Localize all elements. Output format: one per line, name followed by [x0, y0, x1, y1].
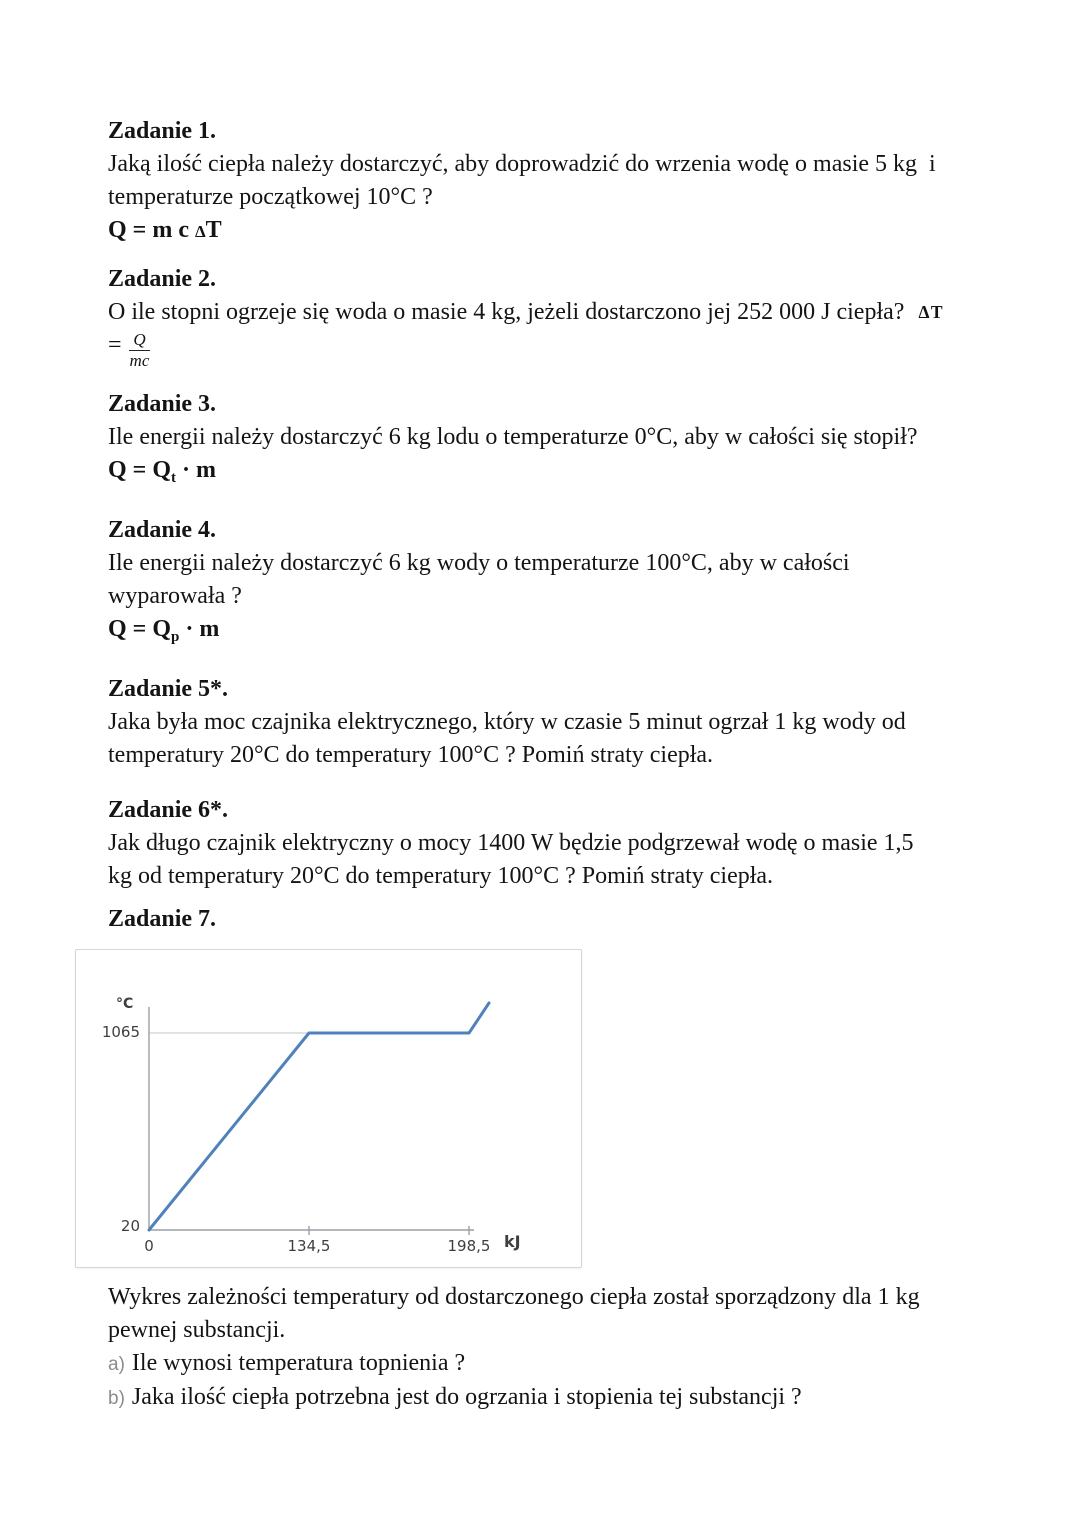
question-a-text: Ile wynosi temperatura topnienia ?: [131, 1350, 466, 1376]
formula-3-post: · m: [176, 457, 217, 483]
task-2-text: O ile stopni ogrzeje się woda o masie 4 kg, jeżeli dostarczono jej 252 000 J ciepła?: [108, 299, 905, 325]
formula-1-pre: Q = m c: [108, 217, 195, 243]
task-5-line-1: Jaka była moc czajnika elektrycznego, który w czasie 5 minut ogrzał 1 kg wody od: [108, 709, 906, 735]
temperature-chart-svg: [76, 950, 581, 1267]
task-1-title: Zadanie 1.: [108, 118, 217, 144]
task-7-title: Zadanie 7.: [108, 906, 217, 932]
x-axis-unit-label: kJ: [504, 1232, 521, 1251]
worksheet-content: [101, 115, 1018, 1415]
task-1: [108, 115, 1018, 248]
task-4-line-1: Ile energii należy dostarczyć 6 kg wody o temperaturze 100°C, aby w całości: [108, 550, 850, 576]
x-tick-134-5-label: 134,5: [287, 1237, 331, 1255]
equals-sign: =: [108, 332, 122, 358]
subscript-p: p: [171, 629, 180, 645]
task-4-line-2: wyparowała ?: [108, 583, 242, 609]
task-3: [108, 388, 1018, 495]
task-1-formula: [108, 214, 1018, 248]
question-a-marker: a): [108, 1354, 125, 1375]
fraction-numerator: Q: [129, 330, 149, 351]
x-tick-198-5-label: 198,5: [447, 1237, 491, 1255]
task-7-caption-1: Wykres zależności temperatury od dostarczonego ciepła został sporządzony dla 1 kg: [108, 1284, 920, 1310]
task-4-formula: [108, 613, 1018, 654]
task-5-line-2: temperatury 20°C do temperatury 100°C ? Pomiń straty ciepła.: [108, 742, 714, 768]
question-b-marker: b): [108, 1388, 125, 1409]
question-b-text: Jaka ilość ciepła potrzebna jest do ogrzania i stopienia tej substancji ?: [131, 1384, 802, 1410]
task-2-title: Zadanie 2.: [108, 266, 217, 292]
task-6: [108, 794, 1018, 893]
fraction-q-over-mc: [128, 330, 152, 371]
task-1-line-1: Jaką ilość ciepła należy dostarczyć, aby doprowadzić do wrzenia wodę o masie 5 kg i: [108, 151, 936, 177]
delta-symbol: Δ: [195, 222, 206, 241]
temperature-series-line: [149, 1003, 489, 1230]
formula-3-pre: Q = Q: [108, 457, 172, 483]
task-5-title: Zadanie 5*.: [108, 676, 229, 702]
question-a: [108, 1347, 1018, 1381]
formula-1-post: T: [205, 217, 222, 243]
task-1-line-2: temperaturze początkowej 10°C ?: [108, 184, 433, 210]
fraction-denominator: mc: [129, 351, 150, 370]
formula-4-pre: Q = Q: [108, 616, 172, 642]
task-6-title: Zadanie 6*.: [108, 797, 229, 823]
formula-4-post: · m: [179, 616, 220, 642]
task-5: [108, 673, 1018, 772]
temperature-chart: [75, 949, 582, 1268]
y-tick-20: 20: [120, 1217, 140, 1235]
task-6-line-2: kg od temperatury 20°C do temperatury 100°C ? Pomiń straty ciepła.: [108, 863, 774, 889]
task-3-formula: [108, 454, 1018, 495]
subscript-t: t: [171, 470, 177, 486]
y-tick-1065: 1065: [101, 1023, 140, 1041]
question-b: [108, 1381, 1018, 1415]
task-6-line-1: Jak długo czajnik elektryczny o mocy 1400 W będzie podgrzewał wodę o masie 1,5: [108, 830, 914, 856]
task-2-formula: [108, 332, 1018, 378]
y-axis-unit-label: °C: [116, 996, 134, 1012]
x-tick-0-label: 0: [144, 1237, 154, 1255]
task-2: [108, 263, 1018, 378]
task-3-title: Zadanie 3.: [108, 391, 217, 417]
task-3-line-1: Ile energii należy dostarczyć 6 kg lodu o temperaturze 0°C, aby w całości się stopił?: [108, 424, 918, 450]
task-2-line-1: [108, 296, 1018, 329]
task-4-title: Zadanie 4.: [108, 517, 217, 543]
task-4: [108, 514, 1018, 654]
task-7: [101, 903, 1018, 1415]
task-7-caption-2: pewnej substancji.: [108, 1317, 286, 1343]
delta-t-symbol: ΔT: [918, 302, 945, 322]
